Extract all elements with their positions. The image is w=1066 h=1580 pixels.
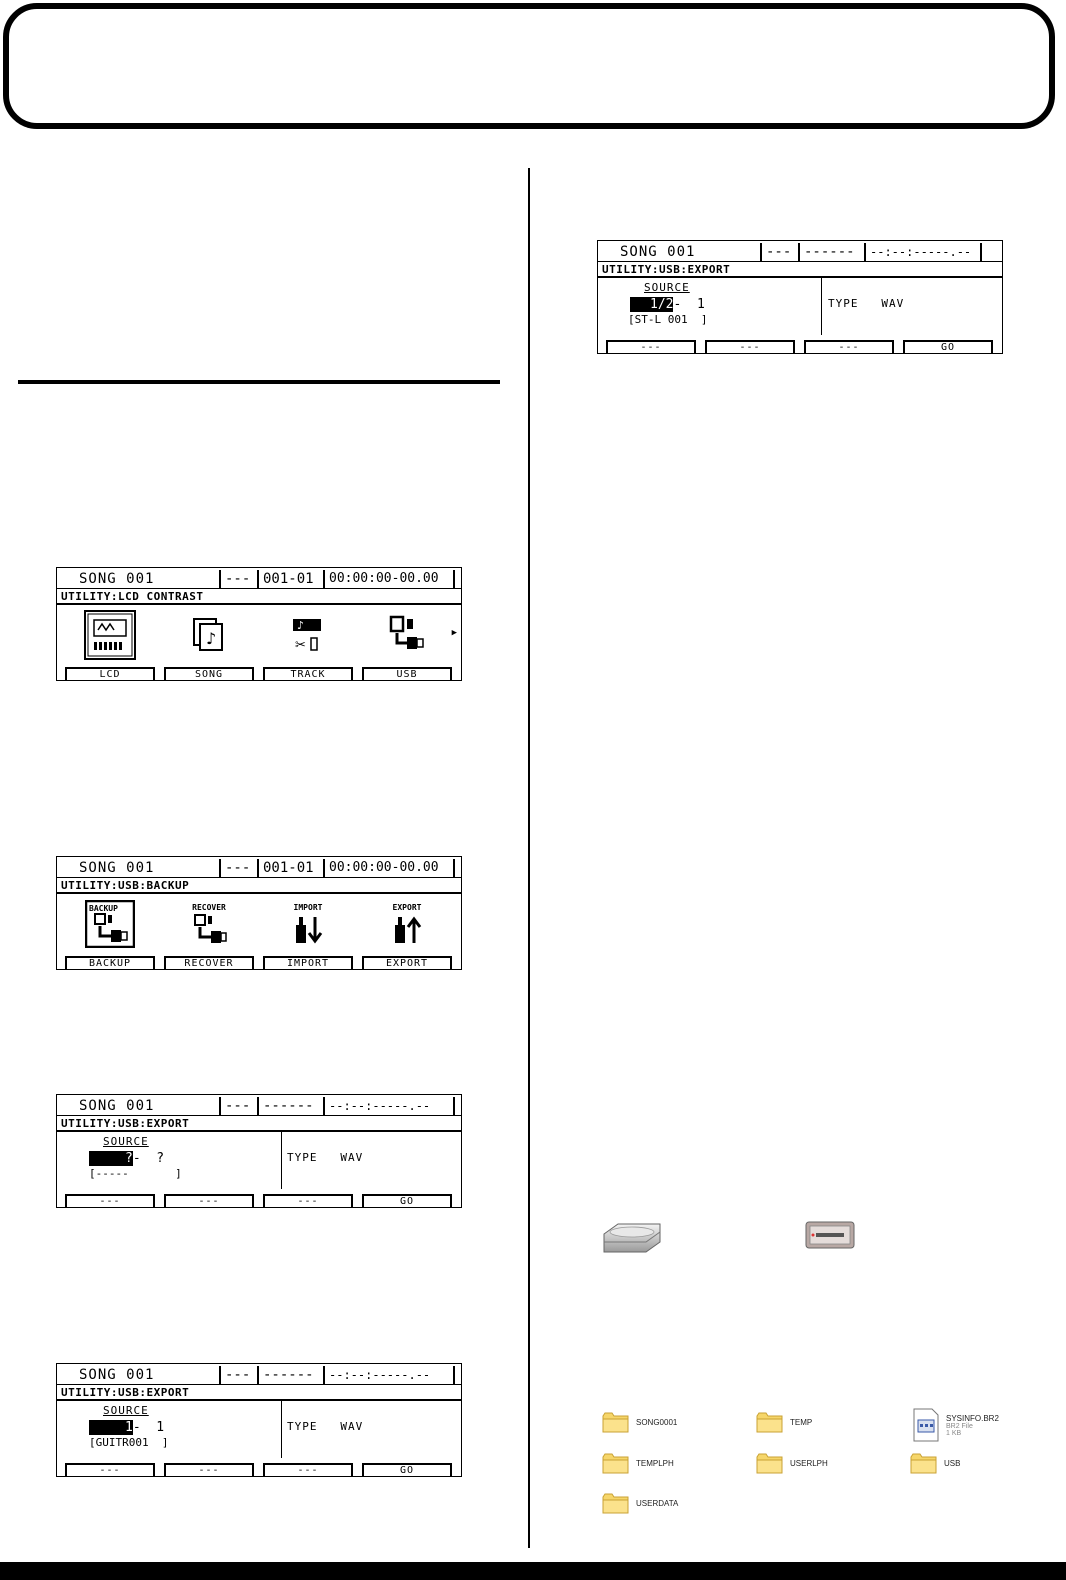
folder-icon bbox=[910, 1451, 938, 1475]
status-seg-3: 00:00:00-00.00 bbox=[323, 859, 439, 877]
status-end bbox=[453, 1097, 455, 1115]
song-name: SONG 001 bbox=[620, 244, 696, 260]
fkey-usb[interactable]: USB bbox=[362, 667, 452, 680]
status-seg-2: ------ bbox=[257, 1097, 314, 1115]
folder-item[interactable] bbox=[602, 1410, 677, 1434]
fkey-export[interactable]: EXPORT bbox=[362, 956, 452, 969]
status-line bbox=[57, 877, 461, 878]
status-seg-3: --:--:-----.-- bbox=[323, 1097, 430, 1115]
folder-icon bbox=[602, 1491, 630, 1515]
source-value-rest: - 1 bbox=[132, 1420, 165, 1435]
chapter-header-box bbox=[3, 3, 1055, 129]
fkey-1[interactable]: --- bbox=[606, 340, 696, 353]
fkey-1[interactable]: --- bbox=[65, 1463, 155, 1476]
lcd-screen-export-track bbox=[56, 1363, 462, 1477]
status-seg-2: 001-01 bbox=[257, 570, 314, 588]
fkey-1[interactable]: --- bbox=[65, 1194, 155, 1207]
file-item[interactable] bbox=[912, 1408, 999, 1442]
recover-icon-label: RECOVER bbox=[192, 903, 226, 912]
fkey-3[interactable]: --- bbox=[263, 1194, 353, 1207]
fkey-song[interactable]: SONG bbox=[164, 667, 254, 680]
song-name: SONG 001 bbox=[79, 1098, 155, 1114]
file-name: USERLPH bbox=[790, 1458, 828, 1468]
path-line bbox=[57, 1399, 461, 1401]
export-icon[interactable] bbox=[377, 911, 437, 949]
column-divider bbox=[528, 168, 530, 1548]
lcd-screen-utility bbox=[56, 567, 462, 681]
status-line bbox=[57, 1384, 461, 1385]
lcd-screen-usb bbox=[56, 856, 462, 970]
folder-icon bbox=[602, 1451, 630, 1475]
status-line bbox=[57, 1115, 461, 1116]
path-line bbox=[57, 892, 461, 894]
source-name: [GUITR001 ] bbox=[89, 1436, 169, 1449]
file-name: USERDATA bbox=[636, 1498, 679, 1508]
source-name: [ST-L 001 ] bbox=[628, 313, 708, 326]
status-seg-2: ------ bbox=[798, 243, 855, 261]
status-seg-1: --- bbox=[219, 570, 250, 588]
song-icon[interactable] bbox=[179, 610, 239, 660]
status-seg-1: --- bbox=[760, 243, 791, 261]
source-label: SOURCE bbox=[103, 1404, 149, 1417]
fkey-lcd[interactable]: LCD bbox=[65, 667, 155, 680]
hard-drive-icon[interactable] bbox=[804, 1218, 858, 1256]
song-name: SONG 001 bbox=[79, 1367, 155, 1383]
folder-item[interactable] bbox=[602, 1451, 674, 1475]
screen-path: UTILITY:USB:EXPORT bbox=[61, 1386, 190, 1399]
section-rule bbox=[18, 380, 500, 384]
source-value-highlight[interactable]: 1 bbox=[89, 1420, 133, 1435]
source-value-highlight[interactable]: ? bbox=[89, 1151, 133, 1166]
status-end bbox=[980, 243, 982, 261]
source-value[interactable] bbox=[630, 297, 705, 312]
folder-item[interactable] bbox=[756, 1410, 812, 1434]
status-seg-2: 001-01 bbox=[257, 859, 314, 877]
svg-text:♪: ♪ bbox=[297, 619, 305, 632]
type-field[interactable]: TYPE WAV bbox=[287, 1151, 364, 1164]
file-name: TEMP bbox=[790, 1417, 813, 1427]
next-page-arrow-icon[interactable]: ▶ bbox=[451, 628, 457, 638]
status-seg-3: 00:00:00-00.00 bbox=[323, 570, 439, 588]
fkey-recover[interactable]: RECOVER bbox=[164, 956, 254, 969]
fkey-2[interactable]: --- bbox=[164, 1463, 254, 1476]
path-line bbox=[598, 276, 1002, 278]
svg-text:✂: ✂ bbox=[295, 638, 306, 653]
lcd-screen-export-empty bbox=[56, 1094, 462, 1208]
source-value-rest: - 1 bbox=[673, 297, 705, 312]
song-name: SONG 001 bbox=[79, 571, 155, 587]
file-name: SONG0001 bbox=[636, 1417, 678, 1427]
folder-icon bbox=[602, 1410, 630, 1434]
track-icon[interactable] bbox=[278, 610, 338, 660]
source-name: [----- ] bbox=[89, 1167, 182, 1180]
status-seg-3: --:--:-----.-- bbox=[323, 1366, 430, 1384]
source-value-rest: - ? bbox=[132, 1151, 165, 1166]
screen-path: UTILITY:USB:EXPORT bbox=[602, 263, 731, 276]
source-value[interactable] bbox=[89, 1420, 164, 1435]
status-end bbox=[453, 1366, 455, 1384]
vertical-divider bbox=[281, 1401, 282, 1458]
file-name: USB bbox=[944, 1458, 961, 1468]
footer-bar bbox=[0, 1562, 1066, 1580]
backup-icon[interactable] bbox=[80, 899, 140, 949]
import-icon-label: IMPORT bbox=[293, 903, 323, 912]
path-line bbox=[57, 1130, 461, 1132]
status-seg-3: --:--:-----.-- bbox=[864, 243, 971, 261]
recover-icon[interactable] bbox=[179, 911, 239, 949]
folder-icon bbox=[756, 1410, 784, 1434]
folder-icon bbox=[756, 1451, 784, 1475]
status-seg-1: --- bbox=[219, 1366, 250, 1384]
screen-path: UTILITY:USB:BACKUP bbox=[61, 879, 190, 892]
status-end bbox=[453, 859, 455, 877]
fkey-backup[interactable]: BACKUP bbox=[65, 956, 155, 969]
fkey-3[interactable]: --- bbox=[263, 1463, 353, 1476]
type-field[interactable]: TYPE WAV bbox=[287, 1420, 364, 1433]
usb-icon[interactable] bbox=[377, 610, 437, 660]
import-icon[interactable] bbox=[278, 911, 338, 949]
export-icon-label: EXPORT bbox=[392, 903, 422, 912]
svg-text:♪: ♪ bbox=[206, 629, 217, 648]
screen-path: UTILITY:LCD CONTRAST bbox=[61, 590, 204, 603]
status-seg-2: ------ bbox=[257, 1366, 314, 1384]
file-type: BR2 File bbox=[946, 1422, 973, 1430]
fkey-go[interactable]: GO bbox=[903, 340, 993, 353]
fkey-2[interactable]: --- bbox=[705, 340, 795, 353]
folder-item[interactable] bbox=[602, 1491, 678, 1515]
fkey-go[interactable]: GO bbox=[362, 1194, 452, 1207]
folder-item[interactable] bbox=[910, 1451, 960, 1475]
file-name: TEMPLPH bbox=[636, 1458, 674, 1468]
fkey-3[interactable]: --- bbox=[804, 340, 894, 353]
status-seg-1: --- bbox=[219, 859, 250, 877]
status-seg-1: --- bbox=[219, 1097, 250, 1115]
source-label: SOURCE bbox=[644, 281, 690, 294]
song-name: SONG 001 bbox=[79, 860, 155, 876]
vertical-divider bbox=[821, 278, 822, 335]
document-icon bbox=[912, 1408, 940, 1442]
screen-path: UTILITY:USB:EXPORT bbox=[61, 1117, 190, 1130]
source-value-highlight[interactable]: 1/2 bbox=[630, 297, 673, 312]
source-label: SOURCE bbox=[103, 1135, 149, 1148]
status-line bbox=[57, 588, 461, 589]
svg-text:BACKUP: BACKUP bbox=[89, 904, 118, 913]
status-line bbox=[598, 261, 1002, 262]
lcd-screen-export-stereo bbox=[597, 240, 1003, 354]
fkey-2[interactable]: --- bbox=[164, 1194, 254, 1207]
folder-item[interactable] bbox=[756, 1451, 828, 1475]
source-value[interactable] bbox=[89, 1151, 164, 1166]
removable-disk-icon[interactable] bbox=[598, 1220, 664, 1260]
lcd-icon[interactable] bbox=[80, 610, 140, 660]
file-size: 1 KB bbox=[946, 1429, 962, 1437]
fkey-go[interactable]: GO bbox=[362, 1463, 452, 1476]
type-field[interactable]: TYPE WAV bbox=[828, 297, 905, 310]
file-name: SYSINFO.BR2 bbox=[946, 1413, 999, 1423]
status-end bbox=[453, 570, 455, 588]
fkey-import[interactable]: IMPORT bbox=[263, 956, 353, 969]
path-line bbox=[57, 603, 461, 605]
vertical-divider bbox=[281, 1132, 282, 1189]
fkey-track[interactable]: TRACK bbox=[263, 667, 353, 680]
